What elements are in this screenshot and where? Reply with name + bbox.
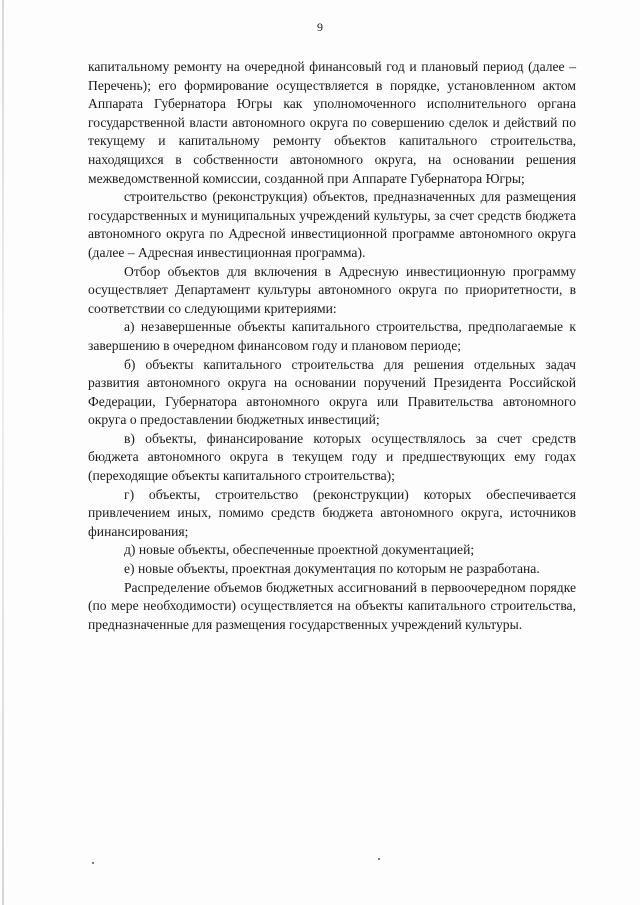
criterion-d: д) новые объекты, обеспеченные проектной документацией; [124, 542, 475, 558]
paragraph-construction-investment: строительство (реконструкция) объектов, предназначенных для размещения государственных и муниципальных учреждений культуры, за счет средств бюджета автономного округа по Адресной инвестиционной программе автономного округа (далее – Адресная инвестиционная программа). [88, 189, 576, 260]
criterion-g: г) объекты, строительство (реконструкции) которых обеспечивается привлечением иных, помимо средств бюджета автономного округа, источников финансирования; [88, 486, 576, 539]
paragraph-perechen-continuation: капитальному ремонту на очередной финансовый год и плановый период (далее – Перечень); его формирование осуществляется в порядке, установленном актом Аппарата Губернатора Югры как уполномоченного исполнительного органа государственной власти автономного округа по совершению сделок и действий по текущему и капитальному ремонту объектов капитального строительства, находящихся в собственности автономного округа, на основании решения межведомственной комиссии, созданной при Аппарате Губернатора Югры; [88, 59, 576, 186]
criterion-a: а) незавершенные объекты капитального строительства, предполагаемые к завершению в очередном финансовом году и плановом периоде; [88, 319, 576, 353]
page-number: 9 [317, 20, 323, 34]
scan-speck [92, 862, 94, 864]
criterion-e: е) новые объекты, проектная документация по которым не разработана. [124, 561, 540, 577]
scan-speck [378, 858, 380, 860]
paragraph-budget-allocation: Распределение объемов бюджетных ассигнований в первоочередном порядке (по мере необходимости) осуществляется на объекты капитального строительства, предназначенные для размещения государственных учреждений культуры. [88, 579, 576, 632]
paragraph-selection-criteria-intro: Отбор объектов для включения в Адресную инвестиционную программу осуществляет Департамент культуры автономного округа по приоритетности, в соответствии со следующими критериями: [88, 263, 576, 316]
scan-edge-shadow [2, 0, 4, 905]
criterion-v: в) объекты, финансирование которых осуществлялось за счет средств бюджета автономного округа в текущем году и предшествующих ему годах (переходящие объекты капитального строительства); [88, 430, 576, 484]
criterion-b: б) объекты капитального строительства для решения отдельных задач развития автономного округа на основании поручений Президента Российской Федерации, Губернатора автономного округа или Правительства автономного округа о предоставлении бюджетных инвестиций; [88, 356, 576, 428]
document-body [88, 58, 576, 634]
